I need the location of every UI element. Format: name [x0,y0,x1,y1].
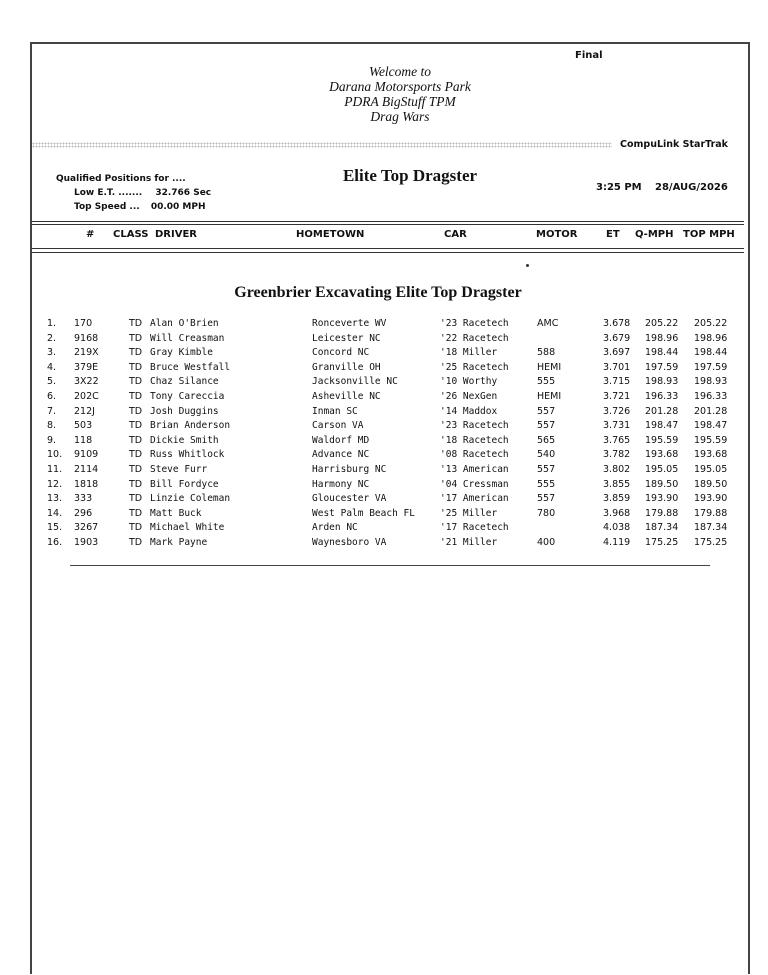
car-number: 118 [74,434,93,446]
position: 11. [47,464,63,475]
car-model: '04 Cressman [440,478,509,490]
table-row [0,508,768,522]
position: 15. [47,522,63,534]
col-topmph: TOP MPH [683,229,735,240]
car-model: '21 Miller [440,537,498,548]
position: 14. [47,507,63,519]
top-mph: 179.88 [694,507,728,519]
driver-name: Mark Payne [150,537,208,548]
car-number: 3X22 [74,376,99,388]
col-driver: DRIVER [155,229,197,240]
top-mph: 205.22 [694,318,728,329]
position: 7. [47,405,57,417]
table-row [0,522,768,536]
elapsed-time: 3.678 [603,318,631,329]
class: TD [129,434,143,446]
elapsed-time: 3.726 [603,405,631,417]
motor: 555 [537,376,556,388]
hometown: Asheville NC [312,391,381,402]
car-number: 1818 [74,478,99,490]
driver-name: Alan O'Brien [150,318,219,329]
print-speck [526,264,529,267]
car-number: 9109 [74,449,99,461]
q-mph: 198.44 [645,347,679,359]
class: TD [129,537,143,548]
motor: 565 [537,434,556,446]
col-num: # [86,229,95,240]
table-row [0,333,768,347]
hometown: Carson VA [312,420,364,432]
elapsed-time: 3.731 [603,420,631,432]
motor: 557 [537,405,556,417]
motor: HEMI [537,361,562,373]
class: TD [129,405,143,417]
driver-name: Russ Whitlock [150,449,225,461]
status-label: Final [575,50,603,61]
q-mph: 198.93 [645,376,679,388]
top-mph: 197.59 [694,361,728,373]
top-speed-line [56,200,211,214]
driver-name: Dickie Smith [150,434,219,446]
col-class: CLASS [113,229,149,240]
elapsed-time: 3.765 [603,434,631,446]
motor: HEMI [537,391,562,402]
hometown: Leicester NC [312,332,381,344]
top-mph: 189.50 [694,478,728,490]
class: TD [129,318,143,329]
q-mph: 187.34 [645,522,679,534]
series-name: PDRA BigStuff TPM [344,94,456,109]
header-rule-top-2 [32,224,744,225]
class: TD [129,449,143,461]
car-model: '17 Racetech [440,522,509,534]
class: TD [129,522,143,534]
position: 16. [47,537,63,548]
elapsed-time: 3.721 [603,391,631,402]
car-model: '17 American [440,493,509,505]
car-model: '08 Racetech [440,449,509,461]
q-mph: 205.22 [645,318,679,329]
position: 13. [47,493,63,505]
car-number: 333 [74,493,93,505]
table-row [0,449,768,463]
class: TD [129,493,143,505]
hometown: Inman SC [312,405,358,417]
car-number: 212J [74,405,95,417]
hometown: Ronceverte WV [312,318,387,329]
driver-name: Steve Furr [150,464,208,475]
class: TD [129,361,143,373]
q-mph: 197.59 [645,361,679,373]
q-mph: 179.88 [645,507,679,519]
welcome-line: Welcome to [368,64,432,79]
q-mph: 196.33 [645,391,679,402]
car-model: '25 Miller [440,507,498,519]
col-motor: MOTOR [536,229,578,240]
car-number: 503 [74,420,93,432]
class: TD [129,376,143,388]
car-model: '23 Racetech [440,318,509,329]
car-model: '26 NexGen [440,391,498,402]
top-mph: 195.05 [694,464,728,475]
elapsed-time: 3.968 [603,507,631,519]
car-model: '14 Maddox [440,405,498,417]
car-model: '25 Racetech [440,361,509,373]
position: 10. [47,449,63,461]
motor: 555 [537,478,556,490]
table-row [0,493,768,507]
car-number: 1903 [74,537,99,548]
car-number: 379E [74,361,99,373]
position: 4. [47,361,57,373]
table-row [0,420,768,434]
car-number: 3267 [74,522,99,534]
car-model: '13 American [440,464,509,475]
hometown: Advance NC [312,449,370,461]
driver-name: Michael White [150,522,225,534]
hometown: Jacksonville NC [312,376,398,388]
table-row [0,362,768,376]
q-mph: 193.90 [645,493,679,505]
driver-name: Gray Kimble [150,347,213,359]
table-row [0,435,768,449]
class: TD [129,391,143,402]
table-row [0,391,768,405]
motor: 588 [537,347,556,359]
driver-name: Brian Anderson [150,420,231,432]
position: 5. [47,376,57,388]
top-mph: 175.25 [694,537,728,548]
driver-name: Will Creasman [150,332,225,344]
table-end-rule [70,565,710,566]
low-et-line [56,186,211,200]
elapsed-time: 3.715 [603,376,631,388]
header-rule-bottom [32,248,744,249]
motor: 557 [537,493,556,505]
class: TD [129,332,143,344]
position: 9. [47,434,57,446]
hometown: Arden NC [312,522,358,534]
position: 2. [47,332,57,344]
top-mph: 193.90 [694,493,728,505]
top-mph: 201.28 [694,405,728,417]
table-row [0,376,768,390]
table-row [0,464,768,478]
header-rule-top [32,221,744,222]
driver-name: Tony Careccia [150,391,225,402]
motor: 557 [537,464,556,475]
table-row [0,479,768,493]
elapsed-time: 3.859 [603,493,631,505]
hometown: Harrisburg NC [312,464,387,475]
elapsed-time: 3.802 [603,464,631,475]
track-name: Darana Motorsports Park [329,79,471,94]
elapsed-time: 3.679 [603,332,631,344]
class: TD [129,347,143,359]
car-model: '10 Worthy [440,376,498,388]
q-mph: 201.28 [645,405,679,417]
car-model: '18 Racetech [440,434,509,446]
class: TD [129,420,143,432]
car-number: 2114 [74,464,99,475]
top-speed-label: Top Speed ... [74,202,140,212]
car-number: 170 [74,318,93,329]
car-number: 296 [74,507,93,519]
hometown: Harmony NC [312,478,370,490]
hometown: Waldorf MD [312,434,370,446]
software-credit: CompuLink StarTrak [620,139,728,150]
q-mph: 193.68 [645,449,679,461]
car-number: 219X [74,347,99,359]
dotted-band [32,142,612,148]
low-et-value: 32.766 Sec [155,188,212,198]
motor: 540 [537,449,556,461]
col-et: ET [606,229,620,240]
hometown: West Palm Beach FL [312,507,415,519]
class: TD [129,464,143,475]
q-mph: 189.50 [645,478,679,490]
elapsed-time: 3.782 [603,449,631,461]
top-mph: 193.68 [694,449,728,461]
q-mph: 175.25 [645,537,679,548]
car-number: 202C [74,391,99,402]
report-time: 3:25 PM [596,182,642,193]
position: 1. [47,318,57,329]
motor: 400 [537,537,556,548]
top-mph: 196.33 [694,391,728,402]
position: 12. [47,478,63,490]
report-date: 28/AUG/2026 [655,182,728,193]
table-row [0,347,768,361]
table-row [0,318,768,332]
elapsed-time: 3.701 [603,361,631,373]
driver-name: Bruce Westfall [150,361,231,373]
hometown: Concord NC [312,347,370,359]
driver-name: Matt Buck [150,507,202,519]
low-et-label: Low E.T. ....... [74,188,143,198]
position: 3. [47,347,57,359]
welcome-block [300,64,500,124]
top-mph: 198.47 [694,420,728,432]
car-model: '22 Racetech [440,332,509,344]
hometown: Gloucester VA [312,493,387,505]
motor: 557 [537,420,556,432]
position: 8. [47,420,57,432]
class: TD [129,507,143,519]
q-mph: 195.05 [645,464,679,475]
q-mph: 198.96 [645,332,679,344]
top-speed-value: 00.00 MPH [150,202,206,212]
motor: 780 [537,507,556,519]
event-title: Greenbrier Excavating Elite Top Dragster [234,284,522,301]
qualified-info [56,172,211,214]
q-mph: 198.47 [645,420,679,432]
elapsed-time: 3.697 [603,347,631,359]
motor: AMC [537,318,559,329]
col-qmph: Q-MPH [635,229,674,240]
car-model: '23 Racetech [440,420,509,432]
top-mph: 198.93 [694,376,728,388]
driver-name: Chaz Silance [150,376,219,388]
elapsed-time: 4.119 [603,537,631,548]
hometown: Waynesboro VA [312,537,387,548]
car-number: 9168 [74,332,99,344]
qualified-label: Qualified Positions for .... [56,174,186,184]
elapsed-time: 3.855 [603,478,631,490]
class: TD [129,478,143,490]
table-row [0,406,768,420]
top-mph: 198.44 [694,347,728,359]
elapsed-time: 4.038 [603,522,631,534]
col-hometown: HOMETOWN [296,229,365,240]
hometown: Granville OH [312,361,381,373]
position: 6. [47,391,57,402]
top-mph: 187.34 [694,522,728,534]
col-car: CAR [444,229,467,240]
table-row [0,537,768,551]
driver-name: Linzie Coleman [150,493,231,505]
driver-name: Josh Duggins [150,405,219,417]
top-mph: 198.96 [694,332,728,344]
q-mph: 195.59 [645,434,679,446]
top-mph: 195.59 [694,434,728,446]
event-name: Drag Wars [370,109,430,124]
car-model: '18 Miller [440,347,498,359]
driver-name: Bill Fordyce [150,478,219,490]
class-title: Elite Top Dragster [342,166,478,185]
header-rule-bottom-2 [32,252,744,253]
